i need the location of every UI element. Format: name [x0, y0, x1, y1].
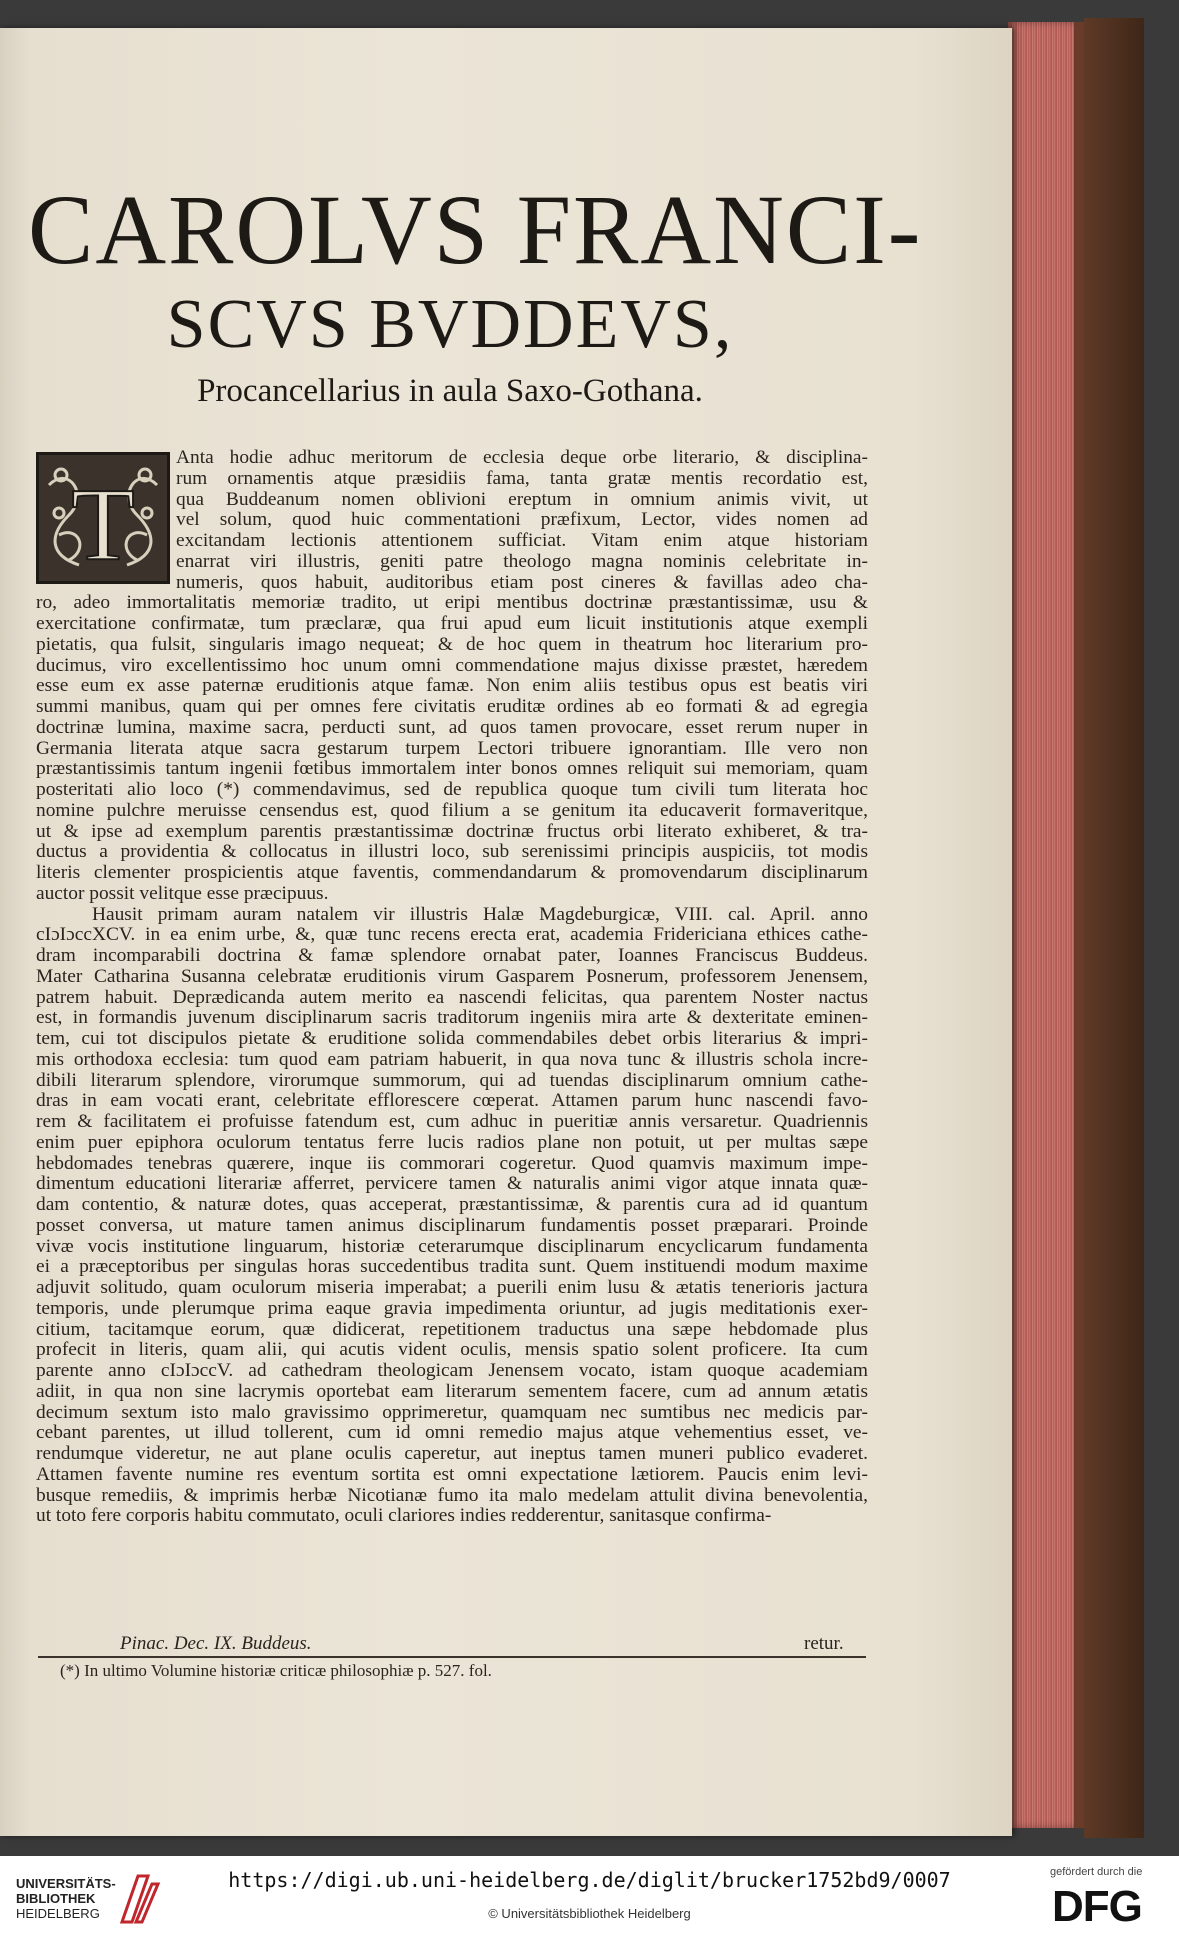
permalink-url[interactable]: https://digi.ub.uni-heidelberg.de/diglit/brucker1752bd9/0007: [228, 1868, 951, 1892]
body-text: [36, 448, 868, 1527]
body-line: ducimus, viro excellentissimo hoc unum omni commendatione majus dixisse præstet, hæredem: [36, 655, 868, 676]
body-line: excitandam lectionis attentionem sufficiat. Vitam enim atque historiam: [176, 531, 868, 551]
body-line: patrem habuit. Deprædicanda autem merito ea nascendi felicitas, qua parentem Noster nactus: [36, 987, 868, 1008]
body-line: auctor possit velitque esse præcipuus.: [36, 883, 329, 904]
body-line: rem & facilitatem ei profuisse fatendum est, cum adhuc in pueritiæ annis versaretur. Quadriennis: [36, 1112, 868, 1132]
subtitle: Procancellarius in aula Saxo-Gothana.: [197, 373, 703, 409]
body-line: cIɔIɔccXCV. in ea enim urbe, &, quæ tunc recens erecta erat, academia Fridericiana ethices cathe-: [36, 925, 868, 946]
body-line: præstantissimis tantum ingenii fœtibus immortalem inter bonos omnes reliquit sui memoriam, quam: [36, 759, 868, 780]
body-line: temporis, unde plerumque prima eaque gravia impedimenta oriuntur, ad jugis meditationis exer-: [36, 1298, 868, 1319]
footnote: (*) In ultimo Volumine historiæ criticæ philosophiæ p. 527. fol.: [60, 1661, 492, 1680]
body-line: enarrat viri illustris, geniti patre theologo magna nominis celebritate in-: [176, 551, 868, 572]
body-line: ut toto fere corporis habitu commutato, oculi clariores indies redderentur, sanitasque confirma-: [36, 1506, 772, 1527]
body-line: Anta hodie adhuc meritorum de ecclesia deque orbe literario, & disciplina-: [176, 448, 868, 468]
body-line: pietatis, qua fulsit, singularis imago nequeat; & de hoc quem in theatrum hoc literarium pro-: [36, 634, 868, 655]
body-line: qua Buddeanum nomen oblivioni ereptum in omnium animis vivit, ut: [176, 489, 868, 510]
body-line: dibili literarum splendore, virorumque summorum, qui ad tuendas disciplinarum omnium cathe-: [36, 1070, 868, 1091]
library-name-line-2: BIBLIOTHEK: [16, 1891, 96, 1906]
drop-cap-letter: T: [71, 467, 135, 581]
body-line: Germania literata atque sacra gestarum turpem Lectori tribuere ignorantiam. Ille vero non: [36, 738, 868, 759]
body-line: vel solum, quod huic commentationi præfixum, Lector, vides nomen ad: [176, 510, 868, 531]
footer-bar: [0, 1856, 1179, 1941]
body-line: Hausit primam auram natalem vir illustris Halæ Magdeburgicæ, VIII. cal. April. anno: [92, 904, 868, 925]
funder-label: gefördert durch die: [1050, 1866, 1143, 1878]
body-line: mis orthodoxa ecclesia: tum quod eam patriam habuerit, in qua nova tunc & illustris schola incre-: [36, 1049, 868, 1070]
page-fore-edge: [1008, 22, 1084, 1828]
title-line-2: SCVS BVDDEVS,: [166, 286, 734, 363]
body-line: rendumque videretur, ne aut plane oculis caperetur, aut ineptus tamen muneri publico evaderet.: [36, 1444, 868, 1464]
title-line-1: CAROLVS FRANCI-: [28, 174, 923, 285]
body-line: dimentum educationi literariæ afferret, pervicere tamen & naturalis animi vigor atque innata quæ-: [36, 1174, 868, 1195]
catchword: retur.: [804, 1633, 844, 1654]
body-line: ductus a providentia & collocatus in illustri loco, sub serenissimi principis auspiciis, tot modis: [36, 842, 868, 863]
body-line: esse eum ex asse paternæ eruditionis atque famæ. Non enim aliis testibus opus est beatis viri: [36, 676, 868, 697]
body-line: dras in eam vocati erant, celebritate efflorescere cœperat. Attamen parum hunc nascendi favo-: [36, 1091, 868, 1112]
body-line: doctrinæ lumina, maxime sacra, perducti sunt, ad quos tamen provocare, esset rerum nuper in: [36, 717, 868, 738]
body-line: rum ornamentis atque præsidiis fama, tanta gratæ mentis recordatio est,: [176, 468, 868, 489]
body-line: vivæ vocis institutione linguarum, historiæ ceterarumque disciplinarum encyclicarum fundamenta: [36, 1236, 868, 1257]
body-line: posset conversa, ut mature tamen animus disciplinarum fundamentis posset præparari. Proinde: [36, 1215, 868, 1236]
body-line: adjuvit solitudo, quam oculorum miseria imperabat; a puerili enim lusu & ætatis tenerioris jactura: [36, 1278, 868, 1298]
signature-note: Pinac. Dec. IX. Buddeus.: [120, 1633, 312, 1654]
body-line: summi manibus, quam qui per omnes fere civitatis eruditæ ordines ab eo formati & ad egregia: [36, 697, 868, 717]
body-line: dram incomparabili doctrina & famæ splendore ornabat pater, Ioannes Franciscus Buddeus.: [36, 946, 868, 966]
body-line: decimum sextum isto malo gravissimo opprimeretur, quamquam nec sumtibus nec medicis par-: [36, 1402, 868, 1423]
body-line: profecit in literis, quam alii, qui acutis vident oculis, mensis spatio solent proficere. Ita cum: [36, 1340, 868, 1361]
body-line: literis clementer prospicientis atque faventis, commendandarum & promovendarum disciplinarum: [36, 863, 868, 883]
body-line: Mater Catharina Susanna celebratæ eruditionis virum Gasparem Posnerum, professorem Jenensem,: [36, 966, 868, 987]
book-page: [0, 28, 1012, 1836]
body-line: adiit, in qua non sine lacrymis oportebat eam literarum sementem facere, cum ad annum ætatis: [36, 1381, 868, 1402]
body-line: ut & ipse ad exemplum parentis præstantissimæ doctrinæ fructus orbi literato exhiberet, & tra-: [36, 821, 868, 842]
body-line: dam contentio, & naturæ dotes, quas acceperat, præstantissimæ, & parentis cura ad id quantum: [36, 1195, 868, 1215]
book-cover: [1084, 18, 1144, 1838]
dfg-logo[interactable]: DFG: [1052, 1882, 1142, 1931]
body-line: Attamen favente numine res eventum sortita est omni expectatione lætiorem. Paucis enim levi-: [36, 1464, 868, 1485]
body-line: ei a præceptoribus per singulas horas succedentibus tradita sunt. Quem instituendi modum maxime: [36, 1257, 868, 1278]
body-line: exercitatione confirmatæ, tum præclaræ, qua frui apud eum licuit institutionis atque exempli: [36, 614, 868, 634]
body-line: parente anno cIɔIɔccV. ad cathedram theologicam Jenensem vocato, istam quoque academiam: [36, 1361, 868, 1381]
body-line: posteritati alio loco (*) commendavimus, sed de republica quoque tum civili tum literata hoc: [36, 780, 868, 800]
library-name-line-3: HEIDELBERG: [16, 1906, 100, 1921]
body-line: nomine pulchre meruisse censendus est, quod filium a se genitum ita educaverit formaveritque,: [36, 800, 868, 821]
body-line: numeris, quos habuit, auditoribus etiam post cineres & favillas adeo cha-: [176, 572, 868, 593]
body-line: est, in formandis juvenum disciplinarum sacris traditorum ingeniis mira arte & dexteritate eminen-: [36, 1008, 868, 1029]
copyright-notice: © Universitätsbibliothek Heidelberg: [488, 1906, 691, 1921]
library-name-line-1: UNIVERSITÄTS-: [16, 1876, 116, 1891]
body-line: hebdomades tenebras quærere, inque iis commorari cogeretur. Quod quamvis maximum impe-: [36, 1153, 868, 1174]
footnote-rule: [38, 1656, 866, 1658]
body-line: tem, cui tot discipulos pietate & eruditione solida commendabiles debet orbis literarius & impri-: [36, 1029, 868, 1049]
body-line: cebant parentes, ut illud tollerent, cum id omni remedio majus atque vehementius esset, ve-: [36, 1423, 868, 1444]
body-line: busque remediis, & imprimis herbæ Nicotianæ fumo ita malo medelam attulit divina benevolentia,: [36, 1485, 868, 1506]
body-line: citium, tacitamque eorum, quæ didicerat, repetitionem traductus una sæpe hebdomade plus: [36, 1319, 868, 1340]
body-line: ro, adeo immortalitatis memoriæ tradito, ut eripi mentibus doctrinæ præstantissimæ, usu &: [36, 593, 868, 614]
body-line: enim puer epiphora oculorum tentatus ferre lucis radios plane non potuit, ut per multas sæpe: [36, 1132, 868, 1153]
